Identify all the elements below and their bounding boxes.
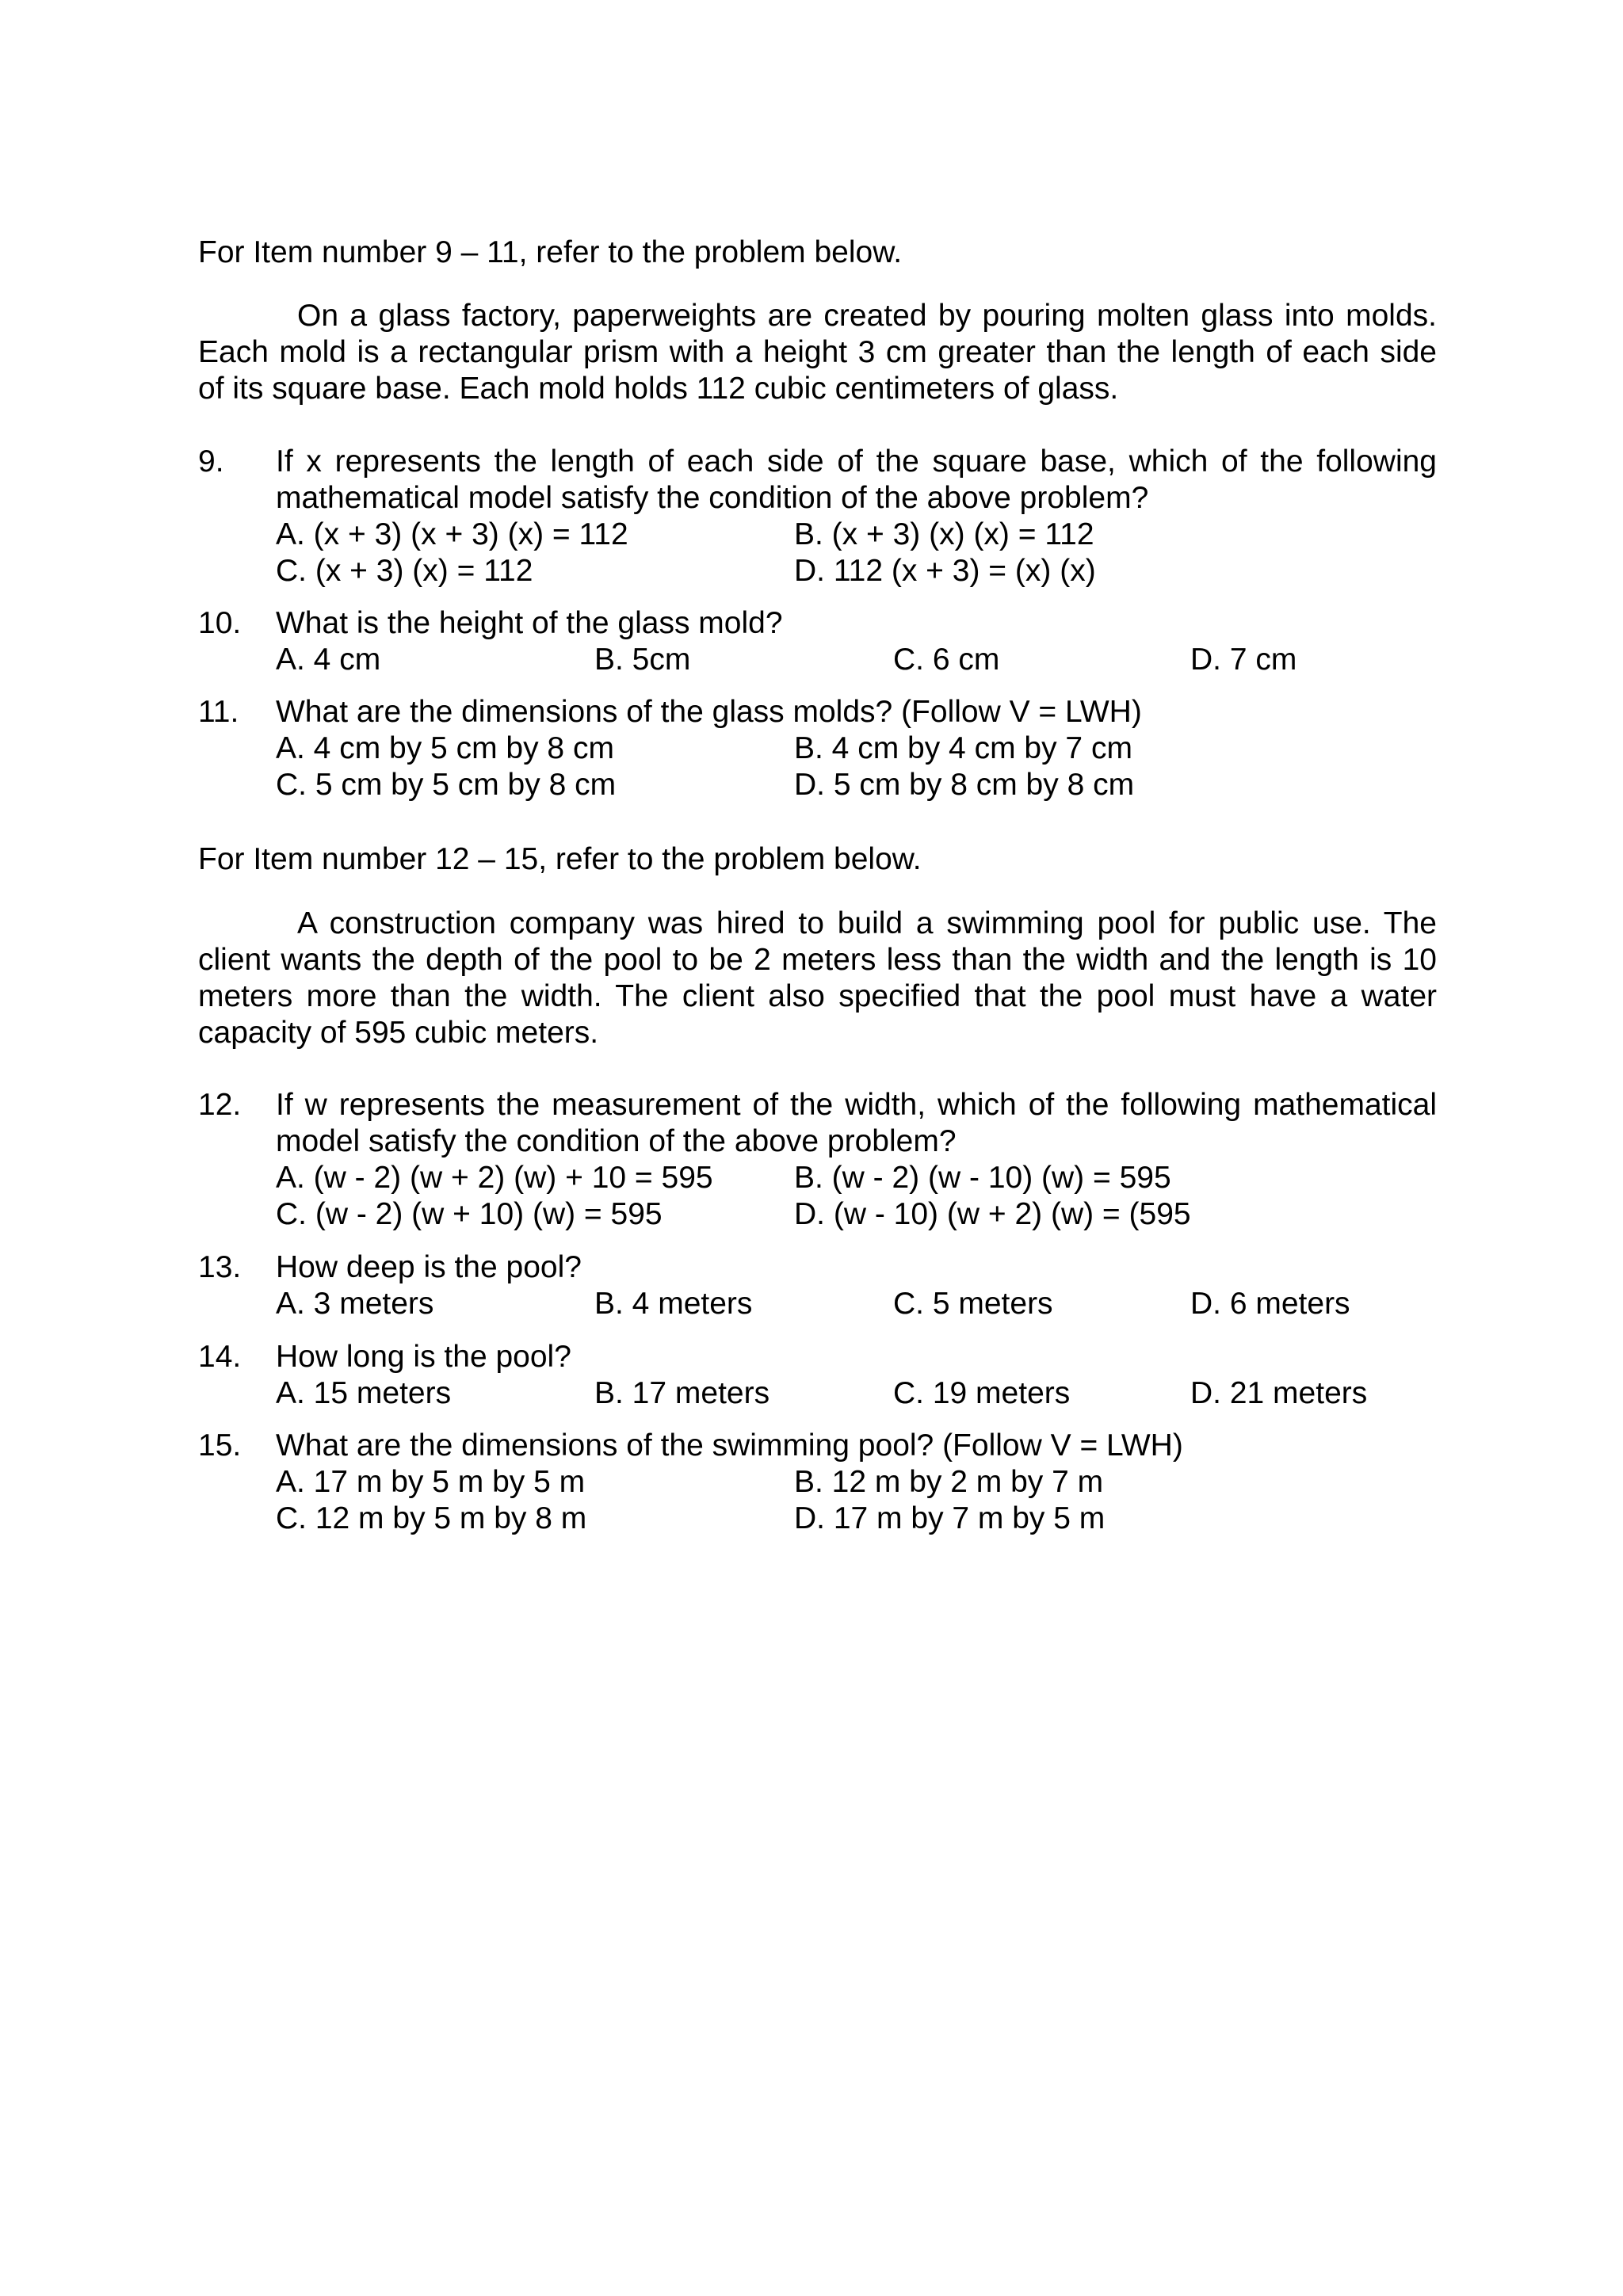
option-b: B. 12 m by 2 m by 7 m bbox=[794, 1465, 1104, 1499]
option-c: C. 5 cm by 5 cm by 8 cm bbox=[276, 768, 617, 802]
option-c: C. 12 m by 5 m by 8 m bbox=[276, 1501, 587, 1535]
question-text-line: mathematical model satisfy the condition of the above problem? bbox=[276, 481, 1149, 515]
question-text-line: model satisfy the condition of the above problem? bbox=[276, 1124, 957, 1158]
question-number: 11. bbox=[198, 695, 239, 729]
section-heading: For Item number 9 – 11, refer to the problem below. bbox=[198, 235, 903, 269]
question-number: 13. bbox=[198, 1250, 242, 1284]
option-b: B. (w - 2) (w - 10) (w) = 595 bbox=[794, 1161, 1171, 1195]
question-text: What are the dimensions of the glass molds? (Follow V = LWH) bbox=[276, 695, 1142, 729]
option-a: A. 4 cm bbox=[276, 643, 381, 677]
question-number: 15. bbox=[198, 1428, 242, 1463]
option-c: C. (w - 2) (w + 10) (w) = 595 bbox=[276, 1197, 663, 1231]
question-number: 10. bbox=[198, 606, 242, 640]
option-a: A. (w - 2) (w + 2) (w) + 10 = 595 bbox=[276, 1161, 713, 1195]
problem-paragraph-line: of its square base. Each mold holds 112 cubic centimeters of glass. bbox=[198, 372, 1119, 406]
option-b: B. 4 cm by 4 cm by 7 cm bbox=[794, 731, 1132, 765]
problem-paragraph-line: A construction company was hired to build a swimming pool for public use. The bbox=[297, 906, 1437, 940]
option-d: D. 112 (x + 3) = (x) (x) bbox=[794, 554, 1096, 588]
question-number: 14. bbox=[198, 1340, 242, 1374]
section-heading: For Item number 12 – 15, refer to the problem below. bbox=[198, 842, 922, 876]
option-a: A. 15 meters bbox=[276, 1376, 452, 1410]
question-text: How long is the pool? bbox=[276, 1340, 571, 1374]
option-a: A. 4 cm by 5 cm by 8 cm bbox=[276, 731, 614, 765]
option-b: B. (x + 3) (x) (x) = 112 bbox=[794, 517, 1094, 551]
question-text-line: If w represents the measurement of the width, which of the following mathematical bbox=[276, 1088, 1437, 1122]
option-d: D. (w - 10) (w + 2) (w) = (595 bbox=[794, 1197, 1191, 1231]
option-a: A. (x + 3) (x + 3) (x) = 112 bbox=[276, 517, 628, 551]
question-number: 12. bbox=[198, 1088, 242, 1122]
option-c: C. 6 cm bbox=[893, 643, 1000, 677]
question-text: How deep is the pool? bbox=[276, 1250, 582, 1284]
option-b: B. 4 meters bbox=[594, 1287, 753, 1321]
option-a: A. 3 meters bbox=[276, 1287, 434, 1321]
problem-paragraph-line: meters more than the width. The client also specified that the pool must have a water bbox=[198, 979, 1437, 1013]
question-number: 9. bbox=[198, 444, 224, 479]
problem-paragraph-line: capacity of 595 cubic meters. bbox=[198, 1016, 599, 1050]
option-b: B. 17 meters bbox=[594, 1376, 770, 1410]
question-text-line: If x represents the length of each side of the square base, which of the following bbox=[276, 444, 1437, 479]
option-d: D. 21 meters bbox=[1190, 1376, 1368, 1410]
option-a: A. 17 m by 5 m by 5 m bbox=[276, 1465, 586, 1499]
option-c: C. 5 meters bbox=[893, 1287, 1053, 1321]
option-c: C. (x + 3) (x) = 112 bbox=[276, 554, 533, 588]
problem-paragraph-line: Each mold is a rectangular prism with a height 3 cm greater than the length of each side bbox=[198, 335, 1437, 369]
option-b: B. 5cm bbox=[594, 643, 691, 677]
option-d: D. 5 cm by 8 cm by 8 cm bbox=[794, 768, 1135, 802]
question-text: What are the dimensions of the swimming pool? (Follow V = LWH) bbox=[276, 1428, 1183, 1463]
option-d: D. 6 meters bbox=[1190, 1287, 1350, 1321]
option-c: C. 19 meters bbox=[893, 1376, 1071, 1410]
problem-paragraph-line: On a glass factory, paperweights are created by pouring molten glass into molds. bbox=[297, 299, 1437, 333]
problem-paragraph-line: client wants the depth of the pool to be 2 meters less than the width and the length is 10 bbox=[198, 943, 1437, 977]
option-d: D. 17 m by 7 m by 5 m bbox=[794, 1501, 1106, 1535]
option-d: D. 7 cm bbox=[1190, 643, 1297, 677]
question-text: What is the height of the glass mold? bbox=[276, 606, 783, 640]
